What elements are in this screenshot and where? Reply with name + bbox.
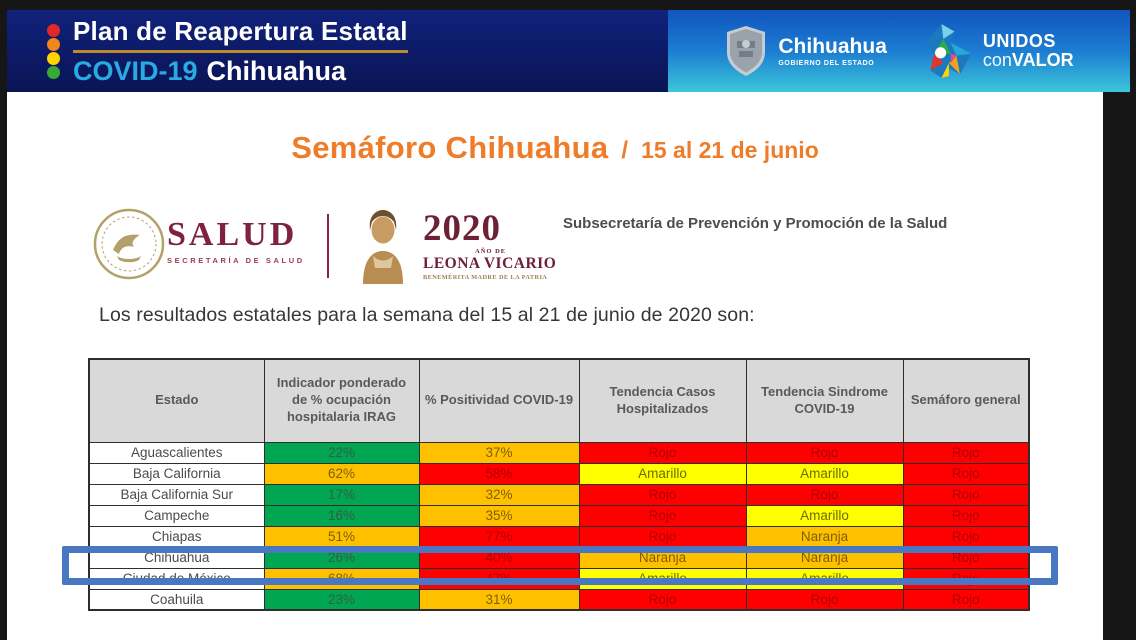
indicator-cell-red: 40%	[419, 547, 579, 568]
indicator-cell-orange: 68%	[264, 568, 419, 589]
table-row	[89, 463, 1029, 484]
indicator-cell-red: Rojo	[903, 547, 1029, 568]
government-logo-name: Chihuahua	[778, 34, 887, 58]
banner-state-label: Chihuahua	[206, 55, 347, 86]
traffic-light-icon	[47, 24, 60, 79]
indicator-cell-red: Rojo	[903, 505, 1029, 526]
leona-vicario-portrait-icon	[351, 206, 415, 284]
unidos-con-valor-logo	[923, 22, 1074, 80]
semaforo-table	[88, 358, 1030, 611]
government-logo	[724, 25, 887, 77]
indicator-cell-red: Rojo	[579, 442, 746, 463]
indicator-cell-yellow: Amarillo	[746, 505, 903, 526]
indicator-cell-yellow: Amarillo	[579, 568, 746, 589]
indicator-cell-red: Rojo	[903, 568, 1029, 589]
indicator-cell-green: 23%	[264, 589, 419, 610]
leona-logo-caption: BENEMÉRITA MADRE DE LA PATRIA	[423, 274, 548, 282]
indicator-cell-green: 17%	[264, 484, 419, 505]
indicator-cell-orange: 35%	[419, 505, 579, 526]
state-name-cell: Ciudad de México	[89, 568, 264, 589]
unidos-label: UNIDOS	[982, 31, 1056, 52]
state-name-cell: Aguascalientes	[89, 442, 264, 463]
leona-logo-name: LEONA VICARIO	[423, 255, 557, 272]
table-row	[89, 484, 1029, 505]
indicator-cell-red: Rojo	[903, 463, 1029, 484]
table-body	[89, 442, 1029, 610]
indicator-cell-yellow: Amarillo	[579, 463, 746, 484]
salud-logo-subtitle: SECRETARÍA DE SALUD	[167, 256, 305, 265]
indicator-cell-red: Rojo	[746, 589, 903, 610]
indicator-cell-yellow: Amarillo	[746, 463, 903, 484]
indicator-cell-red: Rojo	[903, 526, 1029, 547]
indicator-cell-orange: Naranja	[746, 547, 903, 568]
indicator-cell-red: Rojo	[903, 442, 1029, 463]
state-name-cell: Chiapas	[89, 526, 264, 547]
state-name-cell: Baja California Sur	[89, 484, 264, 505]
indicator-cell-green: 16%	[264, 505, 419, 526]
traffic-light-green-dot	[47, 66, 60, 79]
indicator-cell-red: Rojo	[746, 484, 903, 505]
subsecretaria-label: Subsecretaría de Prevención y Promoción de la Salud	[563, 215, 948, 232]
salud-logo-title: SALUD	[167, 216, 298, 253]
leona-logo-year: 2020	[423, 208, 501, 249]
top-banner	[7, 10, 1130, 92]
col-header-estado: Estado	[89, 359, 264, 442]
mexico-eagle-seal-icon	[93, 208, 165, 280]
banner-title-section	[7, 10, 668, 92]
slide-title-date-range: 15 al 21 de junio	[641, 137, 819, 163]
leona-vicario-logo	[423, 210, 556, 281]
banner-covid-label: COVID-19	[73, 55, 198, 86]
intro-text: Los resultados estatales para la semana del 15 al 21 de junio de 2020 son:	[99, 304, 755, 326]
col-header-tendencia-sindrome: Tendencia Sindrome COVID-19	[746, 359, 903, 442]
indicator-cell-yellow: Amarillo	[746, 568, 903, 589]
slide-title-separator: /	[621, 137, 629, 164]
chihuahua-state-shape-icon	[923, 22, 973, 80]
state-name-cell: Coahuila	[89, 589, 264, 610]
traffic-light-yellow-dot	[47, 52, 60, 65]
indicator-cell-orange: 31%	[419, 589, 579, 610]
banner-title	[73, 16, 408, 87]
col-header-semaforo-general: Semáforo general	[903, 359, 1029, 442]
indicator-cell-orange: 51%	[264, 526, 419, 547]
table-header	[89, 359, 1029, 442]
col-header-positividad: % Positividad COVID-19	[419, 359, 579, 442]
banner-title-line1: Plan de Reapertura Estatal	[73, 16, 408, 53]
table-row-highlighted	[89, 547, 1029, 568]
state-shield-icon	[724, 25, 768, 77]
indicator-cell-red: 47%	[419, 568, 579, 589]
slide-title	[7, 130, 1103, 166]
indicator-cell-orange: 62%	[264, 463, 419, 484]
col-header-tendencia-hospitalizados: Tendencia Casos Hospitalizados	[579, 359, 746, 442]
col-header-indicador: Indicador ponderado de % ocupación hospitalaria IRAG	[264, 359, 419, 442]
state-name-cell: Chihuahua	[89, 547, 264, 568]
indicator-cell-red: 58%	[419, 463, 579, 484]
traffic-light-orange-dot	[47, 38, 60, 51]
table-row	[89, 442, 1029, 463]
indicator-cell-red: Rojo	[579, 526, 746, 547]
table-row	[89, 568, 1029, 589]
slide-page	[7, 92, 1103, 640]
table-row	[89, 505, 1029, 526]
leona-logo-pre: AÑO DE	[475, 248, 507, 255]
state-name-cell: Baja California	[89, 463, 264, 484]
slide-title-main: Semáforo Chihuahua	[291, 130, 609, 165]
indicator-cell-red: Rojo	[903, 589, 1029, 610]
table-row	[89, 526, 1029, 547]
government-logo-subtitle: GOBIERNO DEL ESTADO	[778, 59, 875, 67]
indicator-cell-green: 26%	[264, 547, 419, 568]
indicator-cell-green: 22%	[264, 442, 419, 463]
indicator-cell-orange: Naranja	[746, 526, 903, 547]
state-name-cell: Campeche	[89, 505, 264, 526]
indicator-cell-orange: 37%	[419, 442, 579, 463]
indicator-cell-red: Rojo	[579, 505, 746, 526]
con-label: con	[982, 50, 1012, 70]
indicator-cell-orange: Naranja	[579, 547, 746, 568]
traffic-light-red-dot	[47, 24, 60, 37]
indicator-cell-red: Rojo	[746, 442, 903, 463]
indicator-cell-red: Rojo	[579, 484, 746, 505]
indicator-cell-red: Rojo	[903, 484, 1029, 505]
valor-label: VALOR	[1011, 50, 1074, 70]
salud-logo	[167, 218, 305, 265]
table-row	[89, 589, 1029, 610]
indicator-cell-red: Rojo	[579, 589, 746, 610]
logo-divider	[327, 214, 329, 278]
indicator-cell-orange: 32%	[419, 484, 579, 505]
indicator-cell-red: 77%	[419, 526, 579, 547]
banner-logos-section	[668, 10, 1130, 92]
